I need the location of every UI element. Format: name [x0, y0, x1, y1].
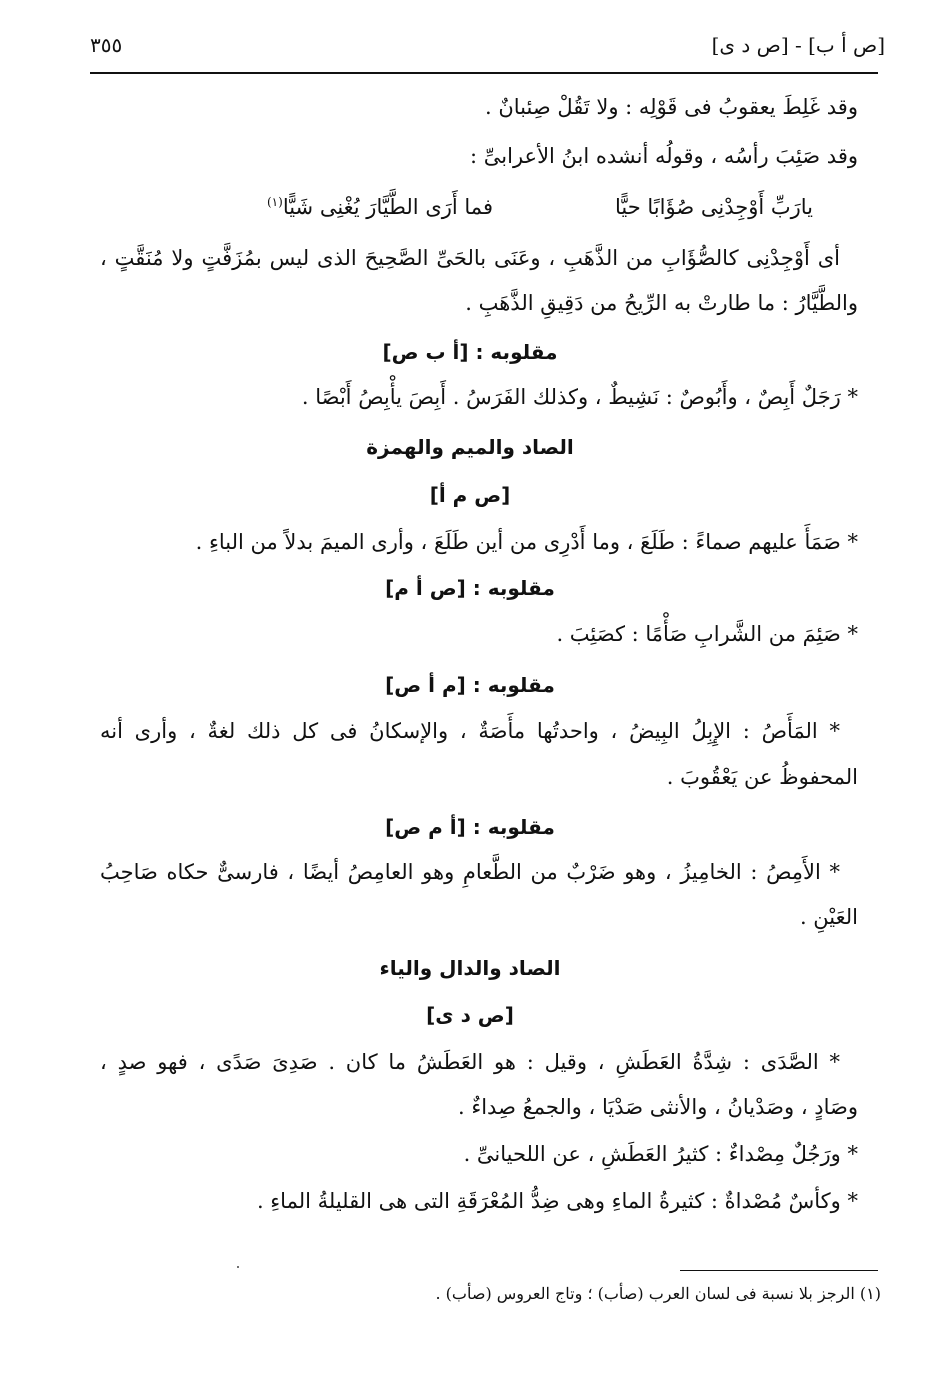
- subheading-mas: مقلوبه : [م أ ص]: [385, 673, 555, 697]
- subheading-sam: مقلوبه : [ص أ م]: [385, 576, 555, 600]
- section-heading-sad-dal-ya: الصاد والدال والياء: [379, 956, 561, 980]
- entry-sdy-3: * وكأسٌ مُصْداةٌ : كثيرةُ الماءِ وهى ضِدُّ المُعْرَقَةِ التى هى القليلةُ الماءِ .: [256, 1189, 858, 1213]
- root-heading-sdy: [ص د ى]: [426, 1003, 514, 1027]
- body-line-3: أى أَوْجِدْنِى كالصُّؤَابِ من الذَّهَبِ ، وعَنَى بالحَىِّ الصَّحِيحَ الذى ليس بمُزَفَّتٍ ولا مُنَقَّتٍ ،: [100, 246, 840, 270]
- entry-sdy-2: * ورَجُلٌ مِصْداءٌ : كثيرُ العَطَشِ ، عن اللحيانىِّ .: [463, 1142, 858, 1166]
- entry-mas-line-1: * المَأَصُ : الإِبِلُ البِيضُ ، واحدتُها مأَصَةٌ ، والإسكانُ فى كل ذلك لغةٌ ، وأرى أنه: [100, 719, 840, 743]
- entry-sdy-line-1: * الصَّدَى : شِدَّةُ العَطَشِ ، وقيل : هو العَطَشُ ما كان . صَدِىَ صَدًى ، فهو صدٍ ،: [100, 1050, 840, 1074]
- body-line-2: وقد صَئِبَ رأسُه ، وقولُه أنشده ابنُ الأعرابىِّ :: [470, 144, 858, 168]
- verse-second-hemistich: فما أَرَى الطَّيَّارَ يُغْنِى شَيًّا$^{(١)}$: [266, 195, 493, 219]
- entry-sma: * صَمَأَ عليهم صماءً : طَلَعَ ، وما أَدْرِى من أين طَلَعَ ، وأرى الميمَ بدلاً من الباءِ .: [195, 530, 858, 554]
- entry-abs: * رَجَلٌ أَبِصٌ ، وأَبُوصٌ : نَشِيطٌ ، وكذلك الفَرَسُ . أَبِصَ يأْبِصُ أَبْصًا .: [301, 385, 858, 409]
- subheading-abs: مقلوبه : [أ ب ص]: [382, 340, 558, 364]
- footnote-rule: [680, 1270, 878, 1271]
- entry-mas-line-2: المحفوظُ عن يَعْقُوبَ .: [666, 765, 858, 789]
- root-heading-sma: [ص م أ]: [429, 483, 511, 507]
- footnote-marker: (١): [266, 195, 283, 209]
- entry-sam: * صَئِمَ من الشَّرابِ صَأْمًا : كصَئِبَ .: [556, 622, 858, 646]
- header-rule: [90, 72, 878, 74]
- print-speck: [237, 1266, 239, 1268]
- verse-first-hemistich: يارَبِّ أَوْجِدْنِى صُؤَابًا حيًّا: [615, 195, 813, 219]
- page-number: ٣٥٥: [90, 33, 123, 57]
- entry-sdy-line-2: وصَادٍ ، وصَدْيانُ ، والأنثى صَدْيَا ، والجمعُ صِداءٌ .: [457, 1095, 858, 1119]
- entry-ams-line-2: العَيْنِ .: [799, 905, 858, 929]
- entry-ams-line-1: * الأَمِصُ : الخامِيزُ ، وهو ضَرْبٌ من الطَّعامِ وهو العامِصُ أيضًا ، فارسىٌّ حكاه صَاحِبُ: [100, 860, 840, 884]
- body-line-1: وقد غَلِطَ يعقوبُ فى قَوْلِه : ولا تَقُلْ صِئبانٌ .: [484, 95, 858, 119]
- footnote: (١) الرجز بلا نسبة فى لسان العرب (صأب) ؛ وتاج العروس (صأب) .: [435, 1284, 881, 1303]
- body-line-4: والطَّيَّارُ : ما طارتْ به الرِّيحُ من دَقِيقِ الذَّهَبِ .: [465, 291, 858, 315]
- subheading-ams: مقلوبه : [أ م ص]: [385, 815, 555, 839]
- section-heading-sad-mim-hamza: الصاد والميم والهمزة: [366, 435, 574, 459]
- running-head: [ص أ ب] - [ص د ى]: [711, 33, 885, 57]
